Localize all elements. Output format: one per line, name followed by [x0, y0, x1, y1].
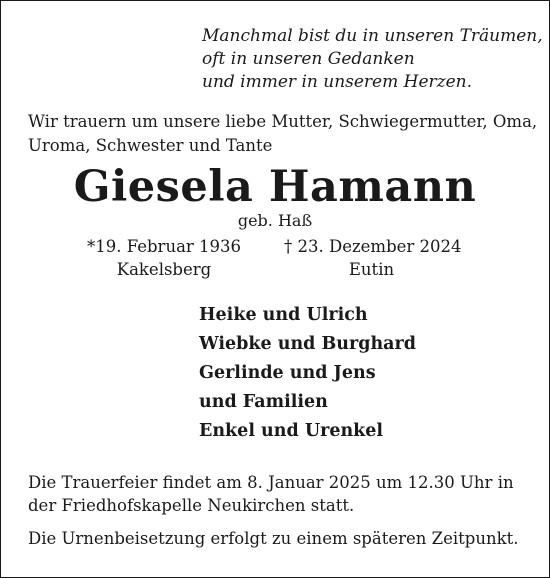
mourner-line: Enkel und Urenkel — [199, 421, 384, 441]
birth-date: *19. Februar 1936 — [86, 237, 242, 256]
birth-place: Kakelsberg — [116, 260, 212, 279]
mourners-list — [199, 301, 416, 446]
burial-line: Die Urnenbeisetzung erfolgt zu einem späteren Zeitpunkt. — [28, 529, 519, 548]
service-details — [28, 471, 528, 550]
poem-line: Manchmal bist du in unseren Träumen, — [202, 26, 543, 46]
mourner-line: und Familien — [199, 392, 328, 412]
intro-text — [28, 110, 538, 158]
intro-line: Uroma, Schwester und Tante — [28, 136, 273, 155]
intro-line: Wir trauern um unsere liebe Mutter, Schwiegermutter, Oma, — [28, 112, 538, 131]
mourner-line: Heike und Ulrich — [199, 305, 368, 325]
mourner-line: Wiebke und Burghard — [199, 334, 416, 354]
poem-line: und immer in unserem Herzen. — [202, 72, 473, 92]
death-info — [284, 235, 462, 281]
poem-line: oft in unseren Gedanken — [202, 49, 415, 69]
maiden-name: geb. Haß — [237, 211, 313, 230]
death-date: † 23. Dezember 2024 — [284, 237, 462, 256]
death-place: Eutin — [348, 260, 395, 279]
deceased-name: Giesela Hamann — [73, 162, 477, 212]
ceremony-line: Die Trauerfeier findet am 8. Januar 2025 um 12.30 Uhr in — [28, 473, 514, 492]
mourner-line: Gerlinde und Jens — [199, 363, 376, 383]
ceremony-line: der Friedhofskapelle Neukirchen statt. — [28, 496, 355, 515]
birth-info — [85, 235, 243, 281]
memorial-poem — [202, 25, 543, 94]
